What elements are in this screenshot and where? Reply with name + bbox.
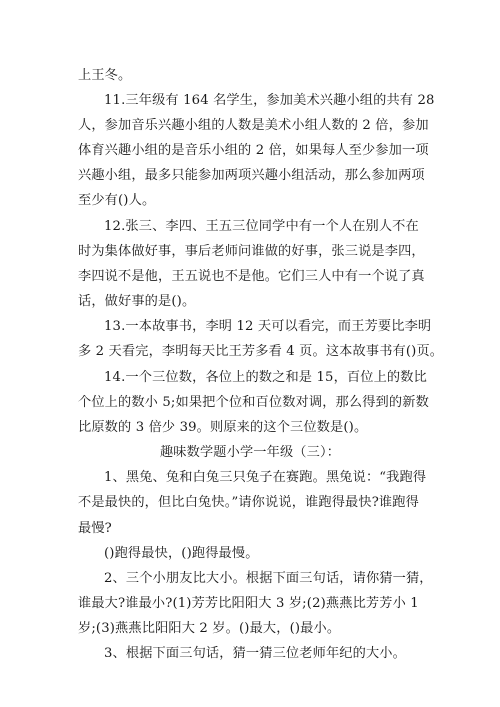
question-14-line: 14.一个三位数，各位上的数之和是 15，百位上的数比: [104, 370, 427, 385]
text-line: 至少有()人。: [78, 193, 156, 208]
text-line: 话，做好事的是()。: [78, 294, 196, 309]
text-line: 岁;(3)燕燕比阳阳大 2 岁。()最大，()最小。: [78, 621, 341, 636]
section-heading: 趣味数学题小学一年级（三）：: [159, 445, 341, 460]
text-line: 人，参加音乐兴趣小组的人数是美术小组人数的 2 倍，参加: [78, 118, 429, 133]
text-line: 李四说不是他，王五说也不是他。它们三人中有一个说了真: [78, 269, 425, 284]
puzzle-1-line: 1、黑兔、兔和白兔三只兔子在赛跑。黑兔说：“我跑得: [104, 470, 427, 485]
text-line: 时为集体做好事，事后老师问谁做的好事，张三说是李四，: [78, 244, 425, 259]
text-line: 个位上的数小 5;如果把个位和百位数对调，那么得到的新数: [78, 395, 429, 410]
text-line: 体育兴趣小组的是音乐小组的 2 倍，如果每人至少参加一项: [78, 143, 429, 158]
text-line: 谁最大?谁最小?(1)芳芳比阳阳大 3 岁;(2)燕燕比芳芳小 1: [78, 596, 419, 611]
question-11-line: 11.三年级有 164 名学生，参加美术兴趣小组的共有 28: [104, 93, 435, 108]
text-line: 兴趣小组，最多只能参加两项兴趣小组活动，那么参加两项: [78, 168, 425, 183]
puzzle-2-line: 2、三个小朋友比大小。根据下面三句话，请你猜一猜，: [104, 571, 433, 586]
text-line: 不是最快的，但比白兔快。”请你说说，谁跑得最快?谁跑得: [78, 495, 419, 510]
puzzle-3-line: 3、根据下面三句话，猜一猜三位老师年纪的大小。: [104, 646, 406, 661]
answer-line: ()跑得最快，()跑得最慢。: [104, 546, 259, 561]
question-13-line: 13.一本故事书，李明 12 天可以看完，而王芳要比李明: [104, 319, 432, 334]
question-12-line: 12.张三、李四、王五三位同学中有一个人在别人不在: [104, 219, 419, 234]
text-line: 比原数的 3 倍少 39。则原来的这个三位数是()。: [78, 420, 368, 435]
text-line: 最慢?: [78, 521, 112, 536]
text-line: 上王冬。: [78, 68, 132, 83]
text-line: 多 2 天看完，李明每天比王芳多看 4 页。这本故事书有()页。: [78, 344, 444, 359]
